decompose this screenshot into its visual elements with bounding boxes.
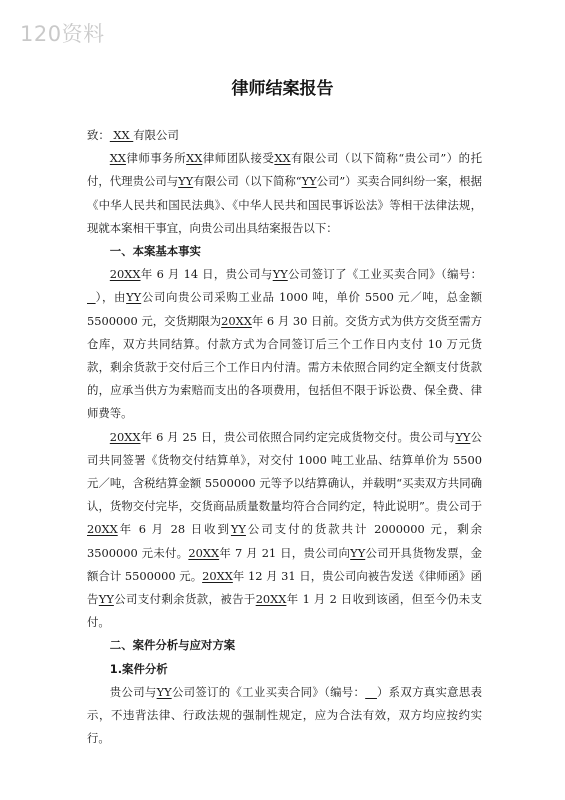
- intro-seg: YY: [178, 174, 194, 189]
- contract-number-blank: [87, 290, 96, 304]
- intro-seg: XX: [109, 151, 127, 166]
- salutation-suffix: 有限公司: [133, 128, 179, 142]
- intro-paragraph: [87, 147, 482, 240]
- facts-seg: 年 6 月 28 日收到: [117, 522, 231, 537]
- facts-seg: 20XX: [109, 429, 141, 444]
- facts-seg: 年 6 月 30 日前。交货方式为供方交货至需方仓库，双方共同结算。付款方式为合同签订后三个工作日内支付 10 万元货款，剩余货款于交付后三个工作日内付清。需方未依照合同约定全额支付货款的，应承当供方为索赔而支出的各项费用，包括但不限于诉讼费、保全费、律师费等。: [87, 313, 482, 421]
- facts-seg: 年 12 月 31 日，贵公司向被告发送《律师函》函告: [87, 568, 482, 607]
- facts-seg: 公司向贵公司采购工业品 1000 吨，单价 5500 元／吨，总金额 5500000 元，交货期限为: [87, 290, 482, 328]
- page-title: 律师结案报告: [231, 79, 334, 99]
- analysis-paragraph-1: [87, 681, 482, 751]
- facts-seg: 年 6 月 14 日，贵公司与: [140, 267, 273, 282]
- facts-seg: 公司支付的货款共计 2000000 元，剩余 3500000 元未付。: [87, 522, 482, 560]
- facts-seg: 20XX: [188, 545, 220, 560]
- facts-seg: YY: [455, 429, 471, 444]
- analysis-seg: 贵公司与: [109, 684, 157, 699]
- facts-seg: YY: [126, 290, 142, 305]
- salutation-line: [87, 124, 482, 147]
- facts-seg: 年 7 月 21 日，贵公司向: [219, 545, 351, 560]
- facts-paragraph-1: [87, 263, 482, 425]
- facts-seg: 20XX: [87, 522, 118, 537]
- subheading-case-analysis: 1.案件分析: [109, 661, 168, 676]
- facts-seg: 公司支付剩余货款，被告于: [113, 592, 256, 607]
- analysis-seg: ）系双方真实意思表示，不违背法律、行政法规的强制性规定，应为合法有效，双方均应按约实行。: [87, 684, 482, 746]
- analysis-seg: YY: [156, 684, 172, 699]
- salutation-prefix: 致：: [87, 128, 110, 142]
- report-body: [87, 124, 482, 750]
- intro-seg: 律师团队接受: [202, 151, 275, 166]
- facts-seg: YY: [230, 522, 246, 537]
- intro-seg: 有限公司（以下简称“: [193, 174, 302, 189]
- watermark-logo: 120资料: [20, 22, 105, 46]
- facts-seg: YY: [98, 592, 114, 607]
- intro-seg: 有限公司（以下简称“贵公司”）的托付，代理贵公司与: [87, 151, 482, 189]
- intro-seg: XX: [274, 151, 291, 166]
- facts-seg: 公司签订了《工业买卖合同》（编号：: [287, 267, 482, 282]
- facts-seg: 年 6 月 25 日，贵公司依照合同约定完成货物交付。贵公司与: [140, 429, 456, 444]
- facts-paragraph-2: [87, 426, 482, 635]
- facts-seg: 20XX: [109, 267, 141, 282]
- intro-seg: 公司”）买卖合同纠纷一案，根据《中华人民共和国民法典》、《中华人民共和国民事诉讼法》等相干法律法规，现就本案相干事宜，向贵公司出具结案报告以下：: [87, 174, 482, 235]
- section-heading-facts: 一、本案基本事实: [109, 244, 201, 259]
- facts-seg: YY: [350, 545, 366, 560]
- intro-seg: XX: [186, 151, 203, 166]
- facts-seg: YY: [272, 267, 288, 282]
- facts-seg: ），由: [95, 290, 127, 305]
- client-name: XX: [109, 128, 134, 142]
- facts-seg: 20XX: [255, 592, 287, 607]
- facts-seg: 20XX: [221, 313, 252, 328]
- facts-seg: 公司共同签署《货物交付结算单》，对交付 1000 吨工业品、结算单价为 5500 元／吨，含税结算金额 5500000 元等予以结算确认，并载明“买卖双方共同确认，货物交付完毕，交货商品质量数量均符合合同约定，特此说明”。贵公司于: [87, 429, 482, 514]
- intro-seg: 律师事务所: [126, 151, 187, 166]
- section-heading-analysis: 二、案件分析与应对方案: [109, 638, 236, 653]
- analysis-seg: 公司签订的《工业买卖合同》（编号：: [171, 684, 366, 699]
- facts-seg: 公司开具货物发票，金额合计 5500000 元。: [87, 545, 482, 583]
- contract-number-blank: [365, 685, 377, 699]
- intro-seg: YY: [301, 174, 317, 189]
- facts-seg: 20XX: [202, 568, 233, 583]
- facts-seg: 年 1 月 2 日收到该函，但至今仍未支付。: [87, 592, 482, 630]
